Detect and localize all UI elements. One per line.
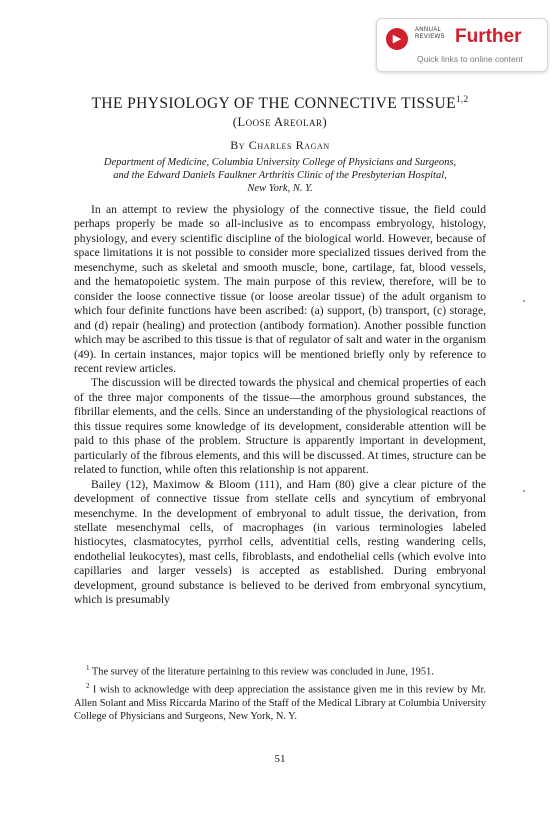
- paragraph: The discussion will be directed towards the physical and chemical properties of each of the three major components of the tissue—the amorphous ground substances, the fibrillar elements, and the cells. Since an understanding of the physiological reactions of this tissue requires some knowledge of its development, considerable attention will be paid to this phase of the problem. Structure is apparently important in development, particularly of the fibrous elements, and this will be discussed. At times, structure can be related to function, while often this relationship is not apparent.: [74, 376, 486, 477]
- badge-publisher-label: [415, 27, 445, 41]
- badge-quick-links-label[interactable]: Quick links to online content: [417, 54, 523, 64]
- affiliation-line: and the Edward Daniels Faulkner Arthritis Clinic of the Presbyterian Hospital,: [113, 170, 447, 181]
- title-footnote-marks: 1,2: [456, 94, 469, 104]
- affiliation-line: Department of Medicine, Columbia University College of Physicians and Surgeons,: [103, 157, 457, 168]
- footnotes: [74, 662, 486, 725]
- affiliation-line: New York, N. Y.: [247, 183, 313, 194]
- article-subtitle: (Loose Areolar): [232, 115, 328, 129]
- affiliation: [60, 156, 500, 195]
- badge-small-line2: REVIEWS: [415, 34, 445, 40]
- author-line: By Charles Ragan: [230, 138, 330, 152]
- annual-reviews-logo-icon: ▶: [386, 28, 408, 50]
- article-title: [0, 94, 560, 113]
- footnote-mark: 1: [86, 664, 90, 672]
- margin-mark: [523, 490, 525, 492]
- badge-small-line1: ANNUAL: [415, 27, 442, 33]
- badge-further-label[interactable]: Further: [455, 26, 522, 47]
- page-number: 51: [274, 753, 286, 765]
- further-badge[interactable]: [376, 18, 548, 72]
- footnote-mark: 2: [86, 682, 90, 691]
- footnote: [74, 662, 486, 678]
- footnote-text: I wish to acknowledge with deep appreciation the assistance given me in this review by Mr. Allen Solant and Miss Riccarda Marino of the Staff of the Medical Library at Columbia University College of Physicians and Surgeons, New York, N. Y.: [74, 684, 486, 722]
- article-title-text: THE PHYSIOLOGY OF THE CONNECTIVE TISSUE: [91, 95, 457, 113]
- paragraph: In an attempt to review the physiology of the connective tissue, the field could perhaps properly be made so all-inclusive as to encompass embryology, histology, physiology, and every scientific discipline of the biological world. However, because of space limitations it is not possible to consider more specialized tissues derived from the mesenchyme, such as skeletal and smooth muscle, bone, cartilage, fat, blood vessels, and the hematopoietic system. The main purpose of this review, therefore, will be to consider the loose connective tissue (or loose areolar tissue) of the adult organism to which four definite functions have been ascribed: (a) support, (b) transport, (c) storage, and (d) repair (healing) and protection (antibody formation). Another possible function which may be ascribed to this tissue is that of regulator of salt and water in the organism (49). In certain instances, major topics will be mentioned briefly only by reference to recent review articles.: [74, 203, 486, 375]
- footnote: [74, 680, 486, 722]
- margin-mark: [523, 300, 525, 302]
- paragraph: Bailey (12), Maximow & Bloom (111), and Ham (80) give a clear picture of the development of connective tissue from stellate cells and syncytium of embryonal mesenchyme. In the development of embryonal to adult tissue, the derivation, from stellate mesenchymal cells, of macrophages (in various terminologies labeled histiocytes, clasmatocytes, pyrrhol cells, adventitial cells, resting wandering cells, endothelial leukocytes), mast cells, fibroblasts, and endothelial cells (which evolve into capillaries and larger vessels) is accepted as established. During embryonal development, ground substance is believed to be derived from embryonal syncytium, which is presumably: [74, 477, 486, 607]
- body-text: [74, 203, 486, 608]
- footnote-text: The survey of the literature pertaining to this review was concluded in June, 1951.: [91, 666, 434, 678]
